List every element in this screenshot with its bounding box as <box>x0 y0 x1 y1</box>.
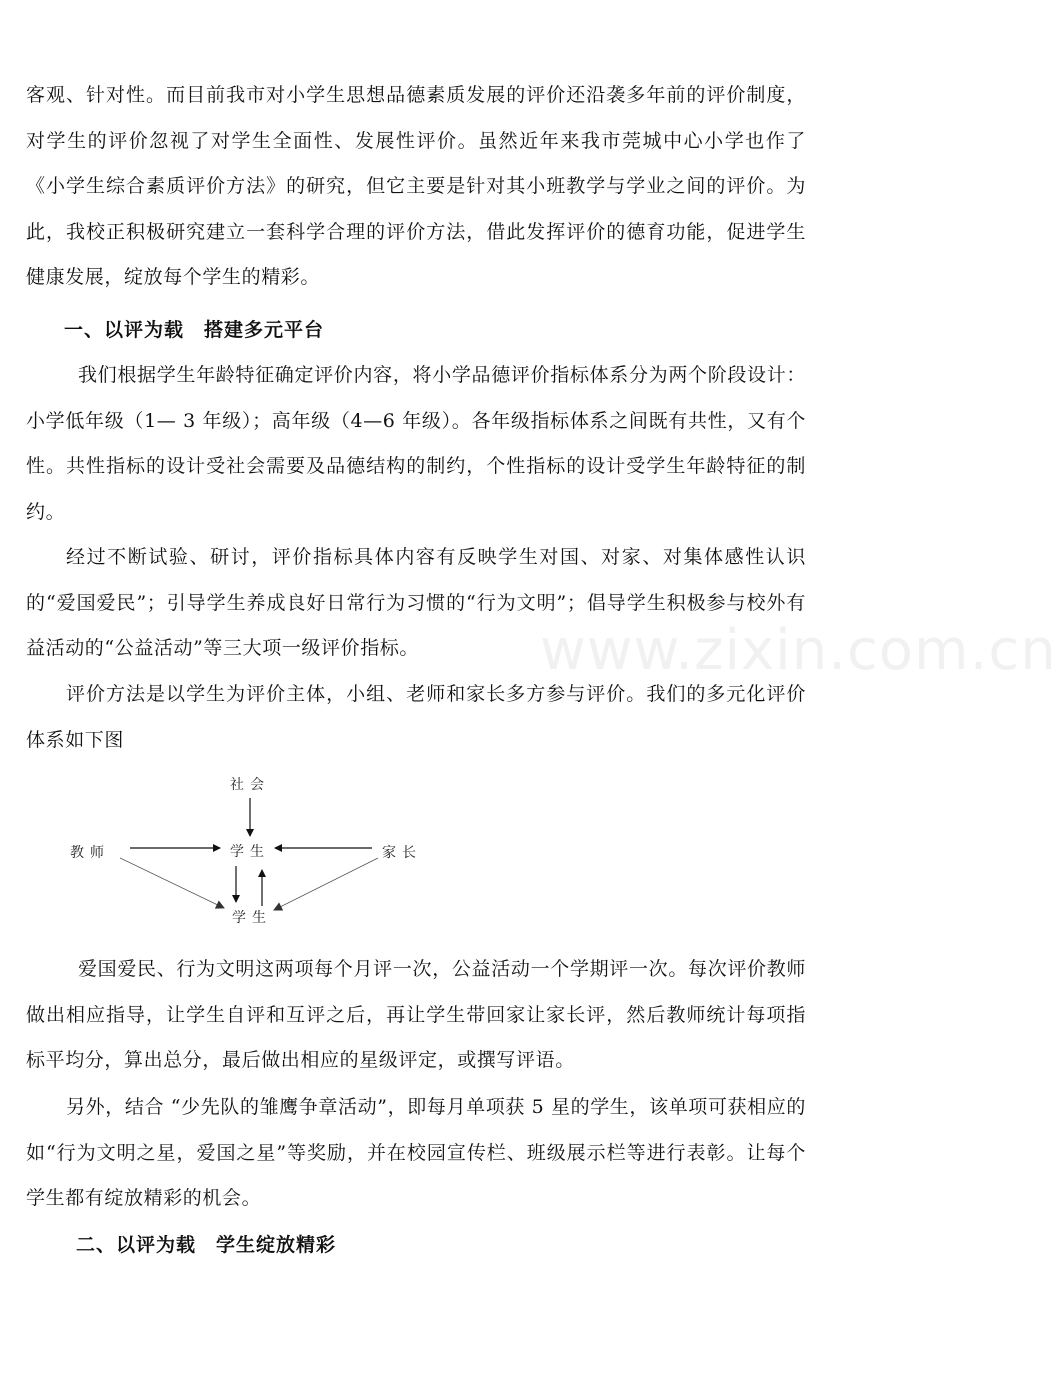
diagram-label-parent: 家长 <box>382 845 422 861</box>
diagram-label-teacher: 教师 <box>70 845 110 861</box>
arrow-teacher-to-bottom-student <box>120 858 224 908</box>
paragraph-intro: 客观、针对性。而目前我市对小学生思想品德素质发展的评价还沿袭多年前的评价制度，对学生的评价忽视了对学生全面性、发展性评价。虽然近年来我市莞城中心小学也作了《小学生综合素质评价方法》的研究，但它主要是针对其小班教学与学业之间的评价。为此，我校正积极研究建立一套科学合理的评价方法，借此发挥评价的德育功能，促进学生健康发展，绽放每个学生的精彩。 <box>26 84 806 288</box>
watermark: www.zixin.com.cn <box>540 618 1057 683</box>
paragraph-frequency: 爱国爱民、行为文明这两项每个月评一次，公益活动一个学期评一次。每次评价教师做出相应指导，让学生自评和互评之后，再让学生带回家让家长评，然后教师统计每项指标平均分，算出总分，最后做出相应的星级评定，或撰写评语。 <box>26 958 806 1071</box>
diagram-label-society: 社会 <box>230 777 270 793</box>
section-heading-1: 一、以评为载 搭建多元平台 <box>64 319 325 341</box>
paragraph-rewards: 另外，结合 “少先队的雏鹰争章活动”，即每月单项获 5 星的学生，该单项可获相应的如“行为文明之星，爱国之星”等奖励，并在校园宣传栏、班级展示栏等进行表彰。让每个学生都有绽放精彩的机会。 <box>26 1096 806 1209</box>
paragraph-indicators: 经过不断试验、研讨，评价指标具体内容有反映学生对国、对家、对集体感性认识的“爱国爱民”；引导学生养成良好日常行为习惯的“行为文明”；倡导学生积极参与校外有益活动的“公益活动”等三大项一级评价指标。 <box>26 546 806 659</box>
paragraph-content-stages: 我们根据学生年龄特征确定评价内容，将小学品德评价指标体系分为两个阶段设计：小学低年级（1— 3 年级）；高年级（4—6 年级）。各年级指标体系之间既有共性，又有个性。共性指标的设计受社会需要及品德结构的制约，个性指标的设计受学生年龄特征的制约。 <box>26 364 806 523</box>
section-heading-2: 二、以评为载 学生绽放精彩 <box>76 1234 337 1256</box>
paragraph-method: 评价方法是以学生为评价主体，小组、老师和家长多方参与评价。我们的多元化评价体系如下图 <box>26 683 806 751</box>
diagram-label-student-bottom: 学生 <box>232 910 272 926</box>
diagram-label-student-top: 学生 <box>230 844 270 860</box>
arrow-parent-to-bottom-student <box>274 858 378 910</box>
